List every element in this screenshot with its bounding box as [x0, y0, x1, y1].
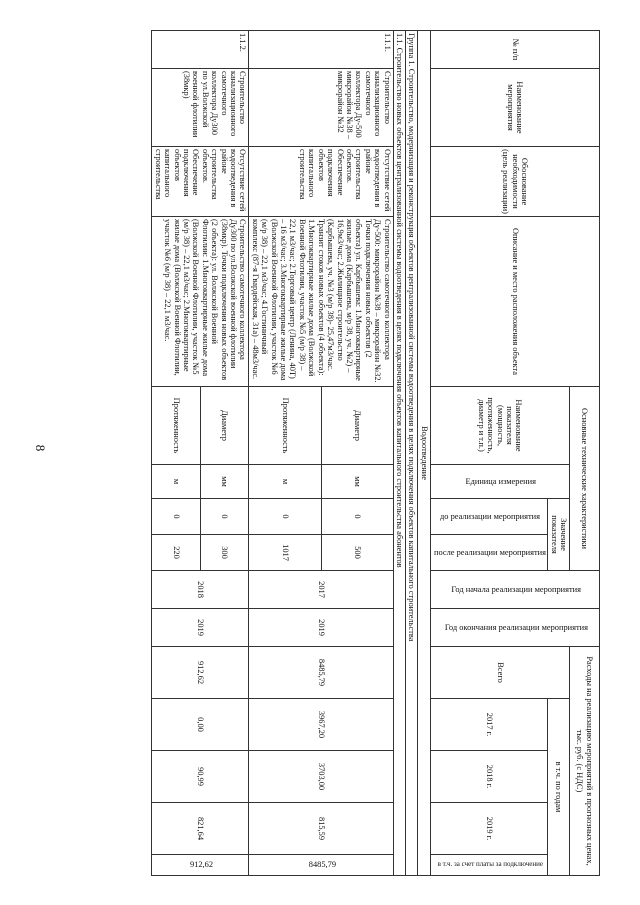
row-name: Строительство канализационного самотечного коллектора Ду-500 микрорайон №38 – микрорайон №32 — [249, 69, 393, 147]
header-by-year: в т.ч. по годам — [548, 699, 570, 876]
row-2018: 3703,00 — [249, 751, 393, 803]
row-justification: Отсутствие сетей водоотведения в районе строительства объектов. Обеспечение подключения объектов капитального строительства — [249, 147, 393, 217]
row-end-year: 2019 — [249, 609, 393, 647]
row-2017: 3967,20 — [249, 699, 393, 751]
document-sheet — [80, 30, 600, 875]
header-tech: Основные технические характеристики — [570, 387, 600, 571]
section-title: Водоотведение — [418, 31, 430, 876]
row-total: 8485,79 — [249, 647, 393, 699]
row-2019: 821,64 — [152, 803, 249, 855]
metric-before: 0 — [152, 499, 201, 535]
header-description: Описание и место расположения объекта — [430, 217, 599, 387]
metric-unit: мм — [200, 465, 249, 499]
row-end-year: 2019 — [152, 609, 249, 647]
metric-name: Диаметр — [321, 387, 393, 465]
metric-before: 0 — [200, 499, 249, 535]
row-number: 1.1.1. — [249, 31, 393, 69]
header-2017: 2017 г. — [430, 699, 547, 751]
row-start-year: 2017 — [249, 571, 393, 609]
header-costs: Расходы на реализацию мероприятий в прогнозных ценах, тыс. руб. (с НДС) — [570, 647, 600, 876]
row-2018: 90,99 — [152, 751, 249, 803]
table-row — [321, 31, 393, 876]
header-fee: в т.ч. за счет платы за подключение — [430, 855, 547, 876]
header-2019: 2019 г. — [430, 803, 547, 855]
header-tech-name: Наименование показателя (мощность, протяженность, диаметр и т.п.) — [430, 387, 569, 465]
row-2017: 0,00 — [152, 699, 249, 751]
header-after: после реализации мероприятия — [430, 535, 547, 571]
row-description: Строительство самотечного коллектора Ду-500: микрорайон №38 – микрорайон №32. Точки подключения новых объектов (2 объекта) ул. Карбышева: 1.Многоквартирные жилые дома (Карбышева, м/р 38, уч. №2) – 16,9м3/час; 2.Жилищное строительство (Карбышева, уч. №3 (м/р 38)- 25,47м3/час. Транзит стоков новых объектов (4 объекта): 1.Многоквартирные жилые дома (Волжской Военной Флотилии, участок №5 (м/р 38) – 22,1 м3/час; 2.Торговый центр (Ленина, 40Т) – 16 м3/час; 3.Многоквартирные жилые дома (Волжской Военной Флотилии, участок №6 (м/р 38) – 22,1 м3/час; 4.Гостиничный комплекс (87-я Гвардейская, 31а) – 48м3/час. — [249, 217, 393, 387]
metric-after: 500 — [321, 535, 393, 571]
header-end-year: Год окончания реализации мероприятия — [430, 609, 599, 647]
row-fee: 8485,79 — [249, 855, 393, 876]
row-2019: 815,59 — [249, 803, 393, 855]
metric-before: 0 — [321, 499, 393, 535]
row-total: 912,62 — [152, 647, 249, 699]
table-header — [430, 31, 599, 876]
row-start-year: 2018 — [152, 571, 249, 609]
header-2018: 2018 г. — [430, 751, 547, 803]
metric-unit: м — [152, 465, 201, 499]
header-no: № п/п — [430, 31, 599, 69]
metric-after: 220 — [152, 535, 201, 571]
header-value: Значение показателя — [548, 499, 570, 571]
metric-after: 300 — [200, 535, 249, 571]
metric-unit: м — [249, 465, 321, 499]
metric-name: Диаметр — [200, 387, 249, 465]
row-description: Строительство самотечного коллектора Ду300 по ул.Волжской военной флотилии (38мкр). Точки подключения новых объектов (2 объекта): ул. Волжской Военной Флотилии: 1.Многоквартирные жилые дома (Волжской Военной Флотилии, участок №5 (м/р 38) – 22,1 м3/час; 2.Многоквартирные жилые дома (Волжской Военной Флотилии, участок №6 (м/р 38) – 22,1 м3/час. — [152, 217, 249, 387]
group-title: Группа 1. Строительство, модернизация и реконструкция объектов централизованной системы водоотведения в целях подключения объектов капитального строительства — [405, 31, 417, 876]
table-row — [200, 31, 249, 876]
row-justification: Отсутствие сетей водоотведения в районе строительства объектов. Обеспечение подключения объектов капитального строительства — [152, 147, 249, 217]
row-number: 1.1.2. — [152, 31, 249, 69]
header-total: Всего — [430, 647, 569, 699]
row-fee: 912,62 — [152, 855, 249, 876]
metric-before: 0 — [249, 499, 321, 535]
header-name: Наименование мероприятия — [430, 69, 599, 147]
investment-program-table — [151, 30, 600, 876]
header-start-year: Год начала реализации мероприятия — [430, 571, 599, 609]
metric-name: Протяженность — [249, 387, 321, 465]
metric-unit: мм — [321, 465, 393, 499]
page-number: 8 — [33, 444, 48, 452]
header-unit: Единица измерения — [430, 465, 569, 499]
header-justification: Обоснование необходимости (цель реализации) — [430, 147, 599, 217]
row-name: Строительство канализационного самотечного коллектора Ду300 по ул.Волжской военной флотилии (38мкр) — [152, 69, 249, 147]
subgroup-title: 1.1. Строительство новых объектов централизованной системы водоотведения в целях подключения объектов капитального строительства абонентов — [393, 31, 405, 876]
header-before: до реализации мероприятия — [430, 499, 547, 535]
metric-after: 1017 — [249, 535, 321, 571]
metric-name: Протяженность — [152, 387, 201, 465]
